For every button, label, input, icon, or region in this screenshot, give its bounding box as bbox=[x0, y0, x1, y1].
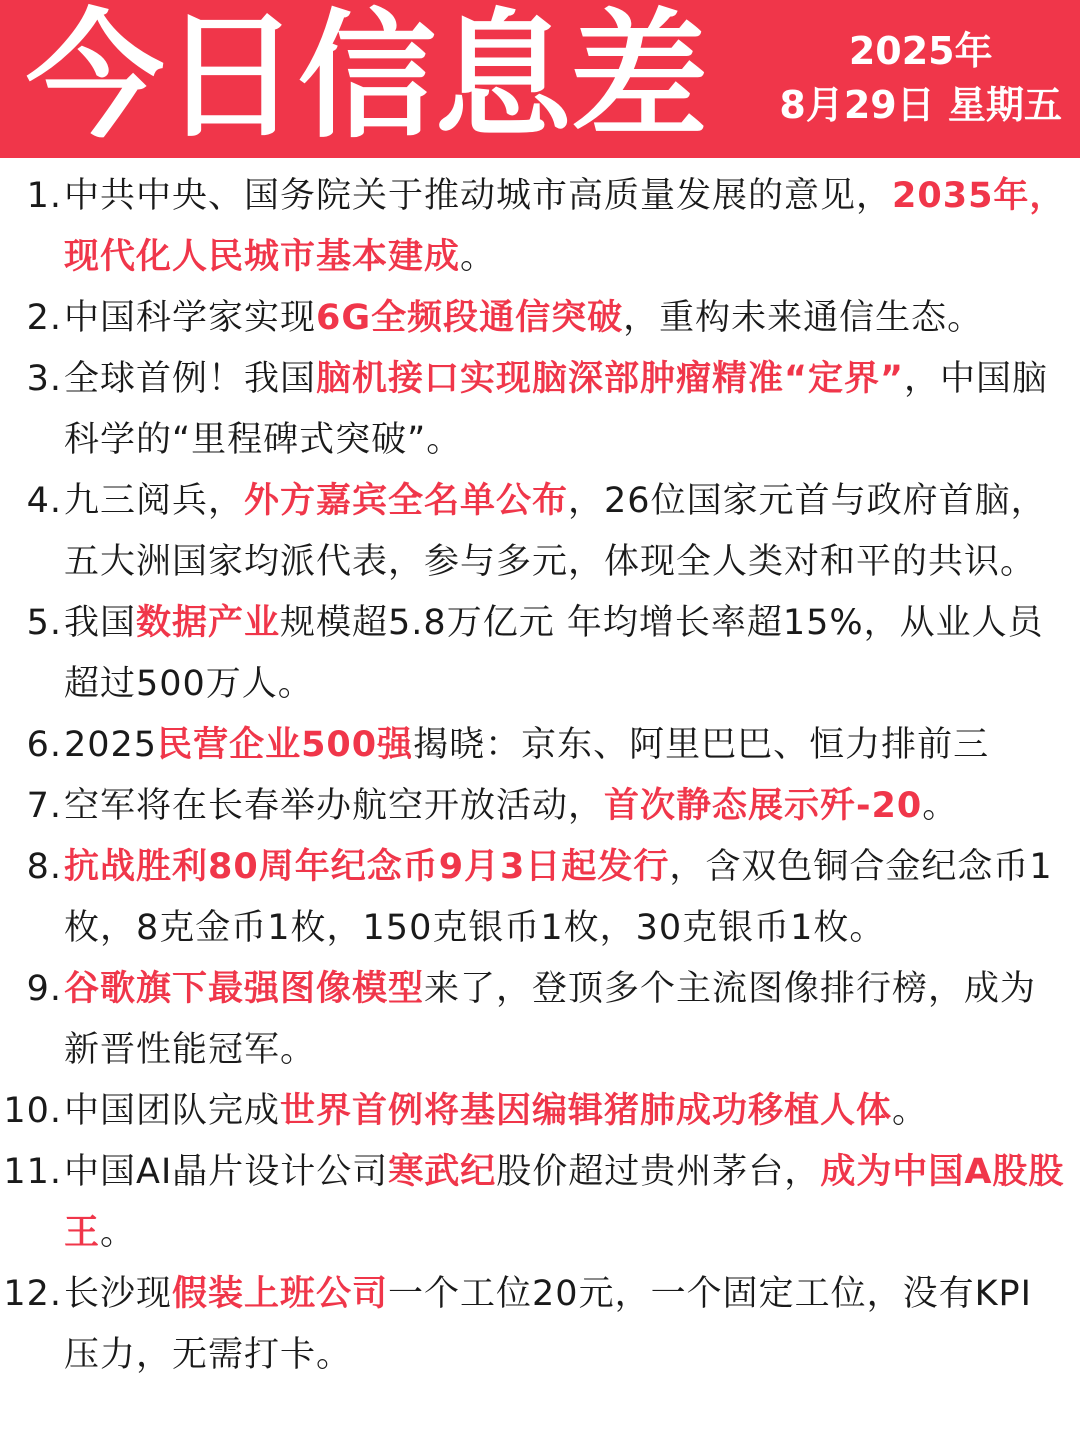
news-highlight-text: 数据产业 bbox=[136, 603, 281, 643]
news-text: ，重构未来通信生态。 bbox=[623, 298, 984, 338]
news-text: 。 bbox=[922, 786, 959, 826]
news-text: 一个工位20元，一个固定工位，没有KPI压力，无需打卡。 bbox=[64, 1274, 1032, 1375]
news-item-number: 8. bbox=[26, 847, 62, 887]
news-text: 规模超5.8万亿元 年均增长率超15%，从业人员超过500万人。 bbox=[64, 603, 1044, 704]
news-item-number: 9. bbox=[26, 969, 62, 1009]
news-list bbox=[0, 166, 1080, 1386]
news-item-number: 2. bbox=[26, 298, 62, 338]
news-item bbox=[0, 593, 1080, 715]
news-highlight-text: 首次静态展示歼-20 bbox=[604, 786, 923, 826]
news-text: 来了，登顶多个主流图像排行榜，成为新晋性能冠军。 bbox=[64, 969, 1037, 1070]
news-text: 揭晓：京东、阿里巴巴、恒力排前三 bbox=[413, 725, 990, 765]
news-text: ，含双色铜合金纪念币1枚，8克金币1枚，150克银币1枚，30克银币1枚。 bbox=[64, 847, 1053, 948]
news-highlight-text: 抗战胜利80周年纪念币9月3日起发行 bbox=[64, 847, 670, 887]
news-item bbox=[0, 288, 1080, 349]
news-highlight-text: 外方嘉宾全名单公布 bbox=[244, 481, 569, 521]
news-highlight-text: 6G全频段通信突破 bbox=[316, 298, 624, 338]
news-item bbox=[0, 776, 1080, 837]
date-year: 2025年 bbox=[848, 29, 993, 73]
news-text: 空军将在长春举办航空开放活动， bbox=[64, 786, 605, 826]
news-text: ，26位国家元首与政府首脑，五大洲国家均派代表，参与多元，体现全人类对和平的共识。 bbox=[64, 481, 1047, 582]
news-item-number: 4. bbox=[26, 481, 62, 521]
news-text: 全球首例！我国 bbox=[64, 359, 317, 399]
news-text: ，中国脑科学的“里程碑式突破”。 bbox=[64, 359, 1049, 460]
news-item-number: 11. bbox=[3, 1152, 62, 1192]
news-highlight-text: 谷歌旗下最强图像模型 bbox=[64, 969, 425, 1009]
news-text: 中共中央、国务院关于推动城市高质量发展的意见， bbox=[64, 176, 893, 216]
news-item bbox=[0, 715, 1080, 776]
news-text: 九三阅兵， bbox=[64, 481, 245, 521]
news-highlight-text: 民营企业500强 bbox=[157, 725, 414, 765]
news-item bbox=[0, 471, 1080, 593]
header-banner bbox=[0, 0, 1080, 158]
news-highlight-text: 假装上班公司 bbox=[172, 1274, 389, 1314]
news-item bbox=[0, 1081, 1080, 1142]
news-text: 我国 bbox=[64, 603, 137, 643]
news-text: 股价超过贵州茅台， bbox=[496, 1152, 821, 1192]
news-highlight-text: 成为中国A股股王 bbox=[64, 1152, 1065, 1253]
news-text: 。 bbox=[100, 1213, 137, 1253]
news-item bbox=[0, 1264, 1080, 1386]
news-item bbox=[0, 837, 1080, 959]
news-text: 中国AI晶片设计公司 bbox=[64, 1152, 389, 1192]
date-line bbox=[779, 78, 1062, 132]
news-item bbox=[0, 959, 1080, 1081]
date-block bbox=[779, 24, 1062, 132]
page-title: 今日信息差 bbox=[26, 0, 707, 157]
news-item-number: 6. bbox=[26, 725, 62, 765]
news-text: 中国科学家实现 bbox=[64, 298, 317, 338]
news-text: 。 bbox=[892, 1091, 929, 1131]
news-item-number: 3. bbox=[26, 359, 62, 399]
date-month-day: 8月29日 bbox=[779, 83, 935, 127]
news-text: 2025 bbox=[64, 725, 158, 765]
news-text: 长沙现 bbox=[64, 1274, 173, 1314]
news-text: 中国团队完成 bbox=[64, 1091, 281, 1131]
news-item-number: 5. bbox=[26, 603, 62, 643]
news-item-number: 7. bbox=[26, 786, 62, 826]
news-highlight-text: 2035年，现代化人民城市基本建成 bbox=[64, 176, 1066, 277]
news-item-number: 10. bbox=[3, 1091, 62, 1131]
news-item-number: 12. bbox=[3, 1274, 62, 1314]
news-item bbox=[0, 1142, 1080, 1264]
date-weekday: 星期五 bbox=[947, 83, 1062, 127]
news-item bbox=[0, 166, 1080, 288]
news-item bbox=[0, 349, 1080, 471]
news-highlight-text: 脑机接口实现脑深部肿瘤精准“定界” bbox=[316, 359, 905, 399]
news-highlight-text: 寒武纪 bbox=[388, 1152, 497, 1192]
news-item-number: 1. bbox=[26, 176, 62, 216]
news-highlight-text: 世界首例将基因编辑猪肺成功移植人体 bbox=[280, 1091, 893, 1131]
news-text: 。 bbox=[460, 237, 497, 277]
